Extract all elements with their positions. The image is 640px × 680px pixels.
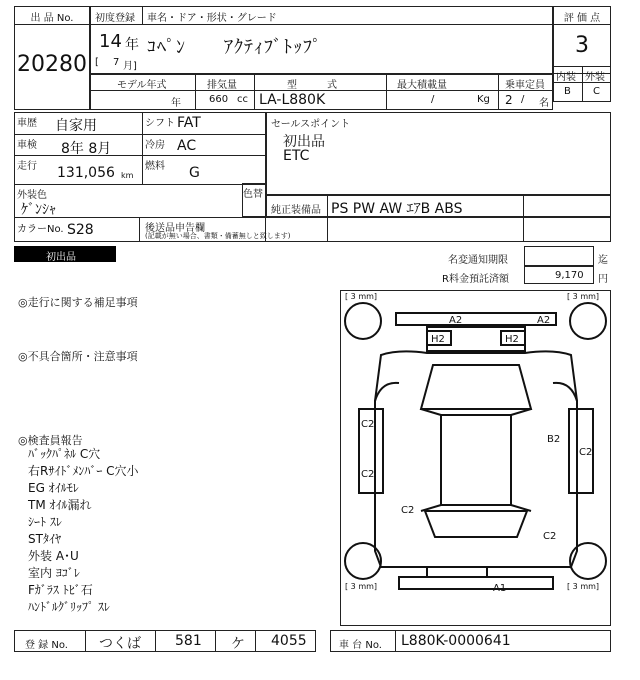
inspector-item: ﾊﾝﾄﾞﾙｸﾞﾘｯﾌﾟ ｽﾚ [28,600,110,614]
mileage-unit: km [121,171,134,180]
capacity-slash: / [521,94,525,105]
plate-label: 登 録 No. [25,640,68,651]
model-year-label: モデル年式 [117,80,167,91]
load-slash: / [431,94,435,105]
driving-notes-title: ◎走行に関する補足事項 [18,296,138,309]
rear-bumper-icon [399,577,553,589]
max-load-label: 最大積載量 [397,80,447,91]
name-change-label: 名変通知期限 [448,255,508,266]
inspector-item: ﾊﾞｯｸﾊﾟﾈﾙ C穴 [28,447,101,461]
inspector-item: 外装 A･U [28,549,79,563]
plate-number: 4055 [271,633,307,649]
reg-month-close: 月] [123,61,137,72]
recycle-field [524,266,594,284]
inspector-item: 室内 ﾖｺﾞﾚ [28,566,80,580]
inspector-list [28,446,139,616]
name-change-unit: 迄 [598,255,608,266]
shift-label: シフト [145,118,175,129]
mark-c2-left-rear: C2 [361,469,375,480]
tire-label-rr: [ 3 mm] [567,582,600,591]
cabin-frame-icon [421,409,531,511]
ac-value: AC [177,138,197,154]
interior-label: 内装 [556,72,576,83]
chassis-box [330,630,611,652]
score-value: 3 [575,33,589,58]
equipment-box [266,195,611,217]
inspector-item: TM ｵｲﾙ漏れ [28,498,92,512]
car-diagram-svg [341,291,610,625]
plate-box [14,630,316,652]
type-label: 型 式 [287,80,337,91]
sales-point-2: ETC [283,148,310,164]
fender-icon [375,383,577,401]
displacement: 660 [209,94,229,105]
front-bumper-icon [396,313,556,325]
history-label: 車歴 [17,118,37,129]
aftermarket-note: (記載が無い場合、書類・備蓄無しと致します) [145,232,291,240]
color-no-box [14,217,611,242]
mark-h2-left: H2 [431,334,445,345]
recycle-amount: 9,170 [555,270,584,281]
car-diagram [340,290,611,626]
tire-label-fr: [ 3 mm] [567,292,600,301]
windshield-icon [421,365,531,409]
mark-c2-rear-right: C2 [543,531,557,542]
model-code: LA-L880K [259,92,326,108]
score-box [553,6,611,74]
aftermarket-label: 後送品申告欄 [145,223,205,234]
exterior-grade: C [593,86,600,97]
reg-year-unit: 年 [125,37,139,53]
plate-region: つくば [99,636,141,652]
sales-point-box [266,112,611,195]
tire-label-rl: [ 3 mm] [345,582,378,591]
tire-front-left-icon [345,303,381,339]
car-header-box [90,6,553,74]
capacity-value: 2 [505,93,513,107]
exterior-label: 外装 [585,72,605,83]
color-change-label: 色替 [243,189,263,200]
inspector-title: ◎検査員報告 [18,434,83,447]
tire-label-fl: [ 3 mm] [345,292,378,301]
sales-point-1: 初出品 [283,134,325,150]
mark-c2-right: C2 [579,447,593,458]
lot-box [14,6,90,110]
displacement-unit: cc [237,94,248,105]
inspector-item: EG ｵｲﾙﾓﾚ [28,481,79,495]
capacity-unit: 名 [539,98,549,109]
first-listing-text: 初出品 [46,252,76,263]
exterior-color-value: ｹﾞﾝｼｬ [21,202,56,218]
mark-c2-left-front: C2 [361,419,375,430]
inspection-value: 8年 8月 [61,141,112,157]
history-value: 自家用 [55,118,97,134]
recycle-unit: 円 [598,274,608,285]
grade-box [553,66,611,102]
capacity-label: 乗車定員 [505,80,545,91]
car-name-label: 車名・ドア・形状・グレード [147,13,277,24]
chassis-label: 車 台 No. [339,640,382,651]
inspector-item: ｼｰﾄ ｽﾚ [28,515,62,529]
plate-class: 581 [175,633,202,649]
rear-plate-icon [427,567,487,577]
first-reg-label: 初度登録 [95,13,135,24]
lot-label: 出 品 No. [30,13,74,24]
equipment-value: PS PW AW ｴｱB ABS [331,201,463,217]
mark-b2-right: B2 [547,434,561,445]
rear-window-icon [425,511,527,537]
mark-a2-front-left: A2 [449,315,463,326]
color-change-box [242,183,266,217]
tire-rear-right-icon [570,543,606,579]
reg-month-open: [ [95,57,99,68]
model-year-unit: 年 [171,98,181,109]
fuel-label: 燃料 [145,161,165,172]
mark-a2-front-right: A2 [537,315,551,326]
defects-title: ◎不具合箇所・注意事項 [18,350,138,363]
chassis-number: L880K-0000641 [401,633,511,649]
cabin-icon [441,415,511,505]
inspector-item: STﾀｲﾔ [28,532,61,546]
first-listing-badge [14,246,116,262]
mark-h2-right: H2 [505,334,519,345]
car-name: ｺﾍﾟﾝ ｱｸﾃｨﾌﾞﾄｯﾌﾟ [147,37,322,58]
tire-front-right-icon [570,303,606,339]
score-label: 評 価 点 [563,13,601,24]
recycle-label: R料金預託済額 [442,274,509,285]
ac-label: 冷房 [145,140,165,151]
equipment-label: 純正装備品 [271,205,321,216]
exterior-color-label: 外装色 [17,190,47,201]
sales-point-label: セールスポイント [271,119,351,130]
color-no-label: カラーNo. [17,224,64,235]
displacement-label: 排気量 [207,80,237,91]
interior-grade: B [564,86,571,97]
inspection-label: 車検 [17,140,37,151]
color-no-value: S28 [67,222,94,238]
mileage-value: 131,056 [57,165,115,181]
mileage-label: 走行 [17,161,37,172]
spec-row [90,74,553,110]
plate-kana: ケ [231,636,245,652]
mark-a1-rear: A1 [493,583,507,594]
name-change-field [524,246,594,266]
lot-number: 20280 [17,52,87,77]
shift-value: FAT [177,115,201,131]
inspector-item: 右Rｻｲﾄﾞﾒﾝﾊﾞｰ C穴小 [28,464,139,478]
inspector-item: Fｶﾞﾗｽ ﾄﾋﾞ石 [28,583,93,597]
load-unit: Kg [477,94,490,105]
mark-c2-rear-left: C2 [401,505,415,516]
reg-month: 7 [113,57,120,68]
fuel-value: G [189,165,200,181]
reg-year: 14 [99,31,122,52]
